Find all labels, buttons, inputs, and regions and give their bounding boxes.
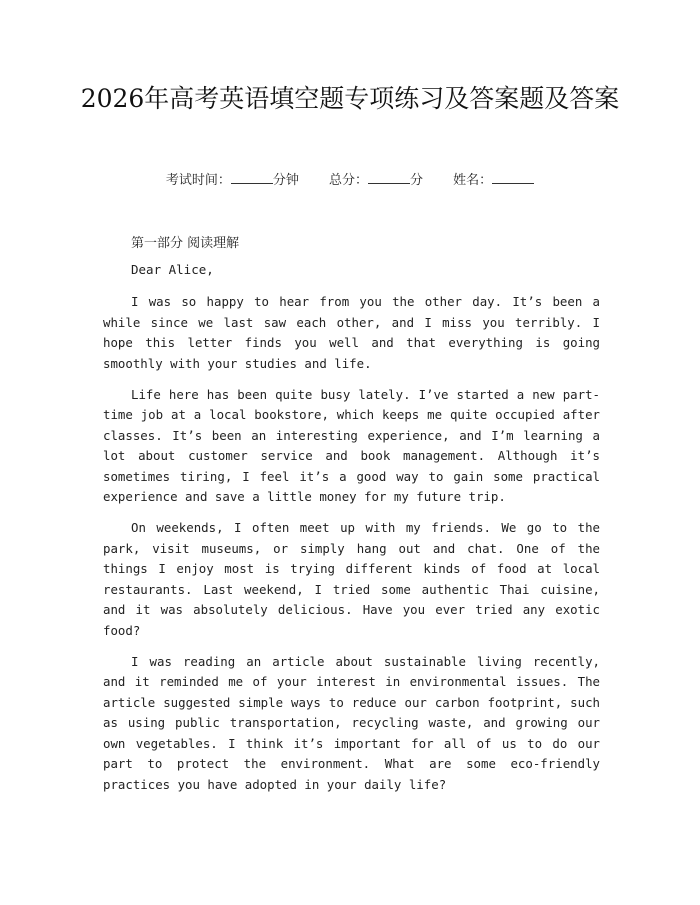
document-title: 2026年高考英语填空题专项练习及答案题及答案: [80, 84, 620, 113]
total-score-blank: [368, 172, 410, 184]
exam-time-blank: [231, 172, 273, 184]
paragraph: I was so happy to hear from you the other day. It’s been a while since we last saw each other, and I miss you terribly. I hope this letter finds you well and that everything is going smoothly with your studies and life.: [103, 294, 600, 371]
total-score-unit: 分: [410, 173, 424, 188]
paragraph: On weekends, I often meet up with my friends. We go to the park, visit museums, or simply hang out and chat. One of the things I enjoy most is trying different kinds of food at local restaurants. Last weekend, I tried some authentic Thai cuisine, and it was absolutely delicious. Have you ever tried any exotic food?: [103, 520, 600, 638]
total-score-label: 总分：: [328, 173, 368, 188]
student-name-label: 姓名：: [453, 173, 493, 188]
letter-salutation: Dear Alice,: [131, 262, 214, 277]
exam-time-unit: 分钟: [272, 173, 299, 188]
exam-info-line: [0, 169, 700, 188]
paragraph: Life here has been quite busy lately. I’ve started a new part-time job at a local bookstore, which keeps me quite occupied after classes. It’s been an interesting experience, and I’m learning a lot about customer service and book management. Although it’s sometimes tiring, I feel it’s a good way to gain some practical experience and save a little money for my future trip.: [103, 386, 600, 504]
exam-time: [166, 173, 303, 188]
student-name-blank: [492, 172, 534, 184]
exam-time-label: 考试时间：: [165, 173, 231, 188]
total-score: [329, 173, 427, 188]
letter-body: [103, 292, 600, 806]
paragraph: I was reading an article about sustainable living recently, and it reminded me of your interest in environmental issues. The article suggested simple ways to reduce our carbon footprint, such as using public transportation, recycling waste, and growing our own vegetables. I think it’s important for all of us to do our part to protect the environment. What are some eco-friendly practices you have adopted in your daily life?: [103, 653, 600, 792]
student-name: [453, 173, 534, 188]
section-heading: 第一部分 阅读理解: [131, 236, 240, 251]
